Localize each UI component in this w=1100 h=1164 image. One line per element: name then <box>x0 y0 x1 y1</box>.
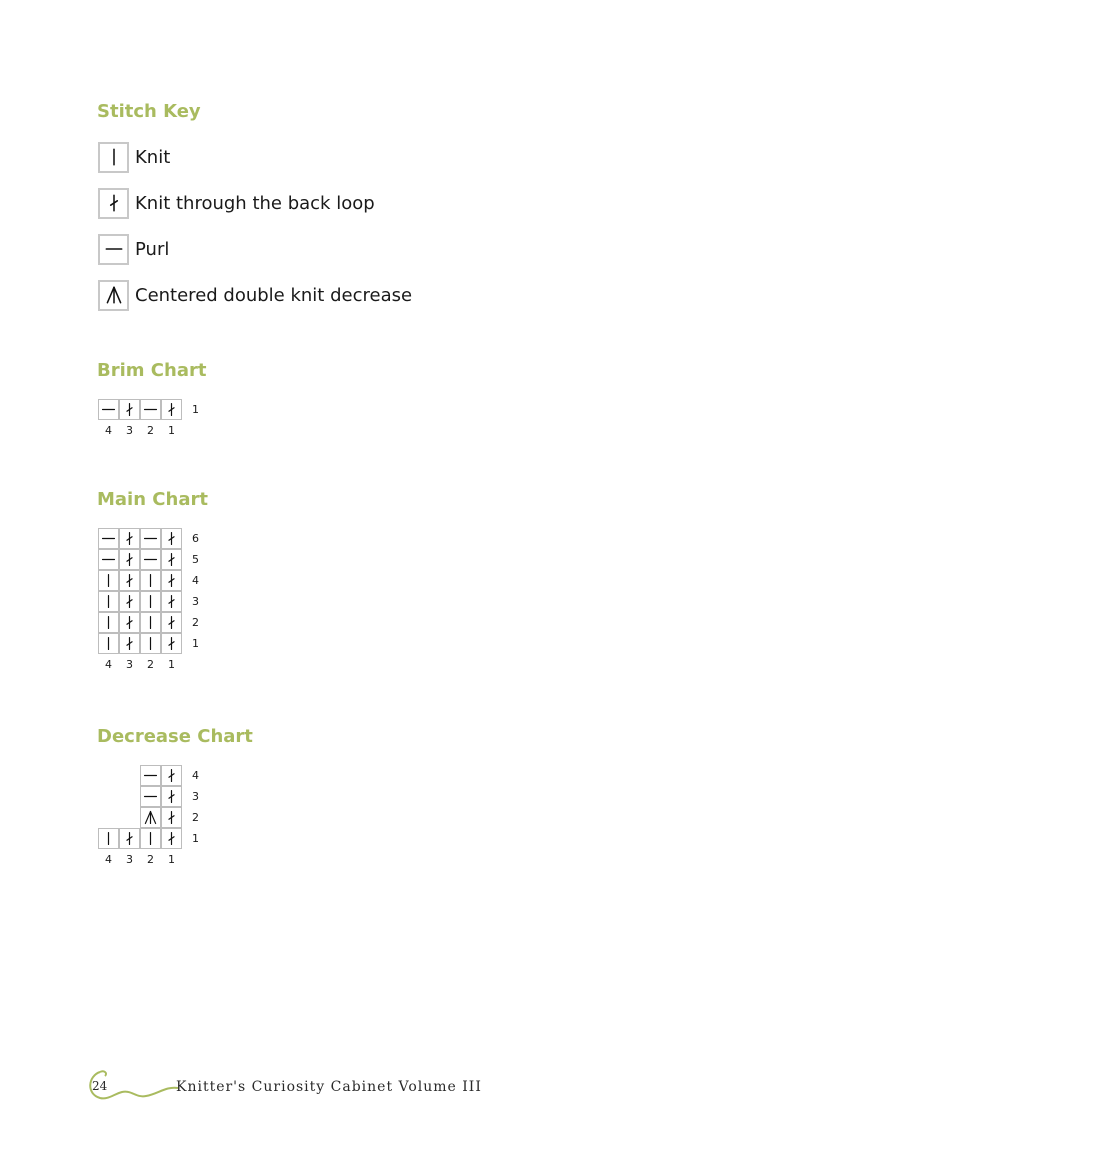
tbl-stitch-icon <box>163 830 180 847</box>
chart-cell <box>119 549 140 570</box>
purl-stitch-icon <box>142 551 159 568</box>
cdd-symbol-icon <box>98 280 129 311</box>
knit-tbl-symbol-icon <box>98 188 129 219</box>
stitch-key-label: Knit <box>135 146 171 168</box>
stitch-key-label: Purl <box>135 238 170 260</box>
page-footer <box>86 1068 506 1104</box>
purl-stitch-icon <box>100 401 117 418</box>
chart-column-number: 3 <box>126 424 133 437</box>
chart-cell <box>161 633 182 654</box>
chart-cell <box>161 549 182 570</box>
main-chart-grid <box>98 528 202 672</box>
chart-column-number: 3 <box>126 658 133 671</box>
purl-symbol-icon <box>98 234 129 265</box>
chart-column-number: 4 <box>105 658 112 671</box>
chart-cell <box>98 828 119 849</box>
chart-column-number: 2 <box>147 853 154 866</box>
stitch-key-label: Knit through the back loop <box>135 192 375 214</box>
chart-cell <box>140 765 161 786</box>
chart-row-number: 3 <box>192 595 199 608</box>
tbl-stitch-icon <box>163 635 180 652</box>
tbl-stitch-icon <box>163 593 180 610</box>
chart-row-number: 5 <box>192 553 199 566</box>
book-title: Knitter's Curiosity Cabinet Volume III <box>176 1079 482 1095</box>
chart-column-number: 4 <box>105 424 112 437</box>
chart-column-number: 4 <box>105 853 112 866</box>
tbl-stitch-icon <box>163 614 180 631</box>
chart-cell <box>161 570 182 591</box>
tbl-stitch-icon <box>121 401 138 418</box>
tbl-stitch-icon <box>121 593 138 610</box>
knit-stitch-icon <box>100 830 117 847</box>
tbl-stitch-icon <box>163 788 180 805</box>
decrease-chart-heading: Decrease Chart <box>97 726 253 747</box>
chart-cell <box>98 570 119 591</box>
purl-stitch-icon <box>100 530 117 547</box>
tbl-stitch-icon <box>163 572 180 589</box>
page-number: 24 <box>92 1079 108 1093</box>
chart-cell <box>140 633 161 654</box>
tbl-stitch-icon <box>121 614 138 631</box>
chart-column-number: 1 <box>168 658 175 671</box>
chart-cell <box>119 828 140 849</box>
brim-chart-grid <box>98 399 202 438</box>
stitch-key-label: Centered double knit decrease <box>135 284 413 306</box>
chart-column-number: 1 <box>168 424 175 437</box>
chart-cell <box>98 528 119 549</box>
chart-cell <box>140 591 161 612</box>
chart-cell <box>161 591 182 612</box>
cdd-stitch-icon <box>103 284 125 306</box>
knit-stitch-icon <box>142 593 159 610</box>
chart-row-number: 1 <box>192 832 199 845</box>
chart-column-number: 2 <box>147 658 154 671</box>
knit-stitch-icon <box>103 146 125 168</box>
chart-cell <box>140 828 161 849</box>
tbl-stitch-icon <box>121 635 138 652</box>
chart-row-number: 2 <box>192 616 199 629</box>
knit-symbol-icon <box>98 142 129 173</box>
chart-row-number: 4 <box>192 769 199 782</box>
tbl-stitch-icon <box>163 530 180 547</box>
stitch-key-heading: Stitch Key <box>97 101 201 122</box>
tbl-stitch-icon <box>121 551 138 568</box>
knit-stitch-icon <box>100 593 117 610</box>
tbl-stitch-icon <box>163 401 180 418</box>
chart-cell <box>140 807 161 828</box>
chart-cell <box>140 528 161 549</box>
purl-stitch-icon <box>142 788 159 805</box>
stitch-key-item-tbl <box>98 186 375 220</box>
chart-cell <box>140 549 161 570</box>
chart-row-number: 3 <box>192 790 199 803</box>
chart-cell <box>119 570 140 591</box>
purl-stitch-icon <box>142 401 159 418</box>
tbl-stitch-icon <box>121 530 138 547</box>
knit-stitch-icon <box>100 635 117 652</box>
knit-stitch-icon <box>142 830 159 847</box>
chart-row-number: 1 <box>192 403 199 416</box>
tbl-stitch-icon <box>121 572 138 589</box>
chart-cell <box>140 570 161 591</box>
knit-stitch-icon <box>142 614 159 631</box>
chart-cell <box>119 528 140 549</box>
brim-chart-heading: Brim Chart <box>97 360 207 381</box>
chart-row-number: 2 <box>192 811 199 824</box>
chart-cell <box>161 399 182 420</box>
chart-cell <box>161 528 182 549</box>
tbl-stitch-icon <box>121 830 138 847</box>
chart-cell <box>161 807 182 828</box>
purl-stitch-icon <box>103 238 125 260</box>
cdd-stitch-icon <box>142 809 159 826</box>
chart-row-number: 6 <box>192 532 199 545</box>
chart-cell <box>161 765 182 786</box>
knit-stitch-icon <box>100 572 117 589</box>
stitch-key-item-purl <box>98 232 169 266</box>
decrease-chart-grid <box>98 765 202 867</box>
chart-cell <box>119 591 140 612</box>
chart-cell <box>161 828 182 849</box>
tbl-stitch-icon <box>163 551 180 568</box>
tbl-stitch-icon <box>103 192 125 214</box>
chart-cell <box>98 591 119 612</box>
chart-cell <box>140 786 161 807</box>
purl-stitch-icon <box>142 530 159 547</box>
knit-stitch-icon <box>142 635 159 652</box>
chart-cell <box>98 549 119 570</box>
chart-cell <box>140 399 161 420</box>
stitch-key-item-cdd <box>98 278 412 312</box>
purl-stitch-icon <box>142 767 159 784</box>
chart-column-number: 2 <box>147 424 154 437</box>
main-chart-heading: Main Chart <box>97 489 208 510</box>
chart-column-number: 3 <box>126 853 133 866</box>
knit-stitch-icon <box>100 614 117 631</box>
chart-cell <box>161 612 182 633</box>
chart-column-number: 1 <box>168 853 175 866</box>
chart-cell <box>161 786 182 807</box>
chart-cell <box>119 612 140 633</box>
chart-cell <box>119 633 140 654</box>
chart-cell <box>140 612 161 633</box>
purl-stitch-icon <box>100 551 117 568</box>
chart-row-number: 4 <box>192 574 199 587</box>
chart-cell <box>98 399 119 420</box>
tbl-stitch-icon <box>163 767 180 784</box>
chart-cell <box>119 399 140 420</box>
chart-cell <box>98 633 119 654</box>
chart-cell <box>98 612 119 633</box>
chart-row-number: 1 <box>192 637 199 650</box>
tbl-stitch-icon <box>163 809 180 826</box>
knit-stitch-icon <box>142 572 159 589</box>
stitch-key-item-knit <box>98 140 170 174</box>
